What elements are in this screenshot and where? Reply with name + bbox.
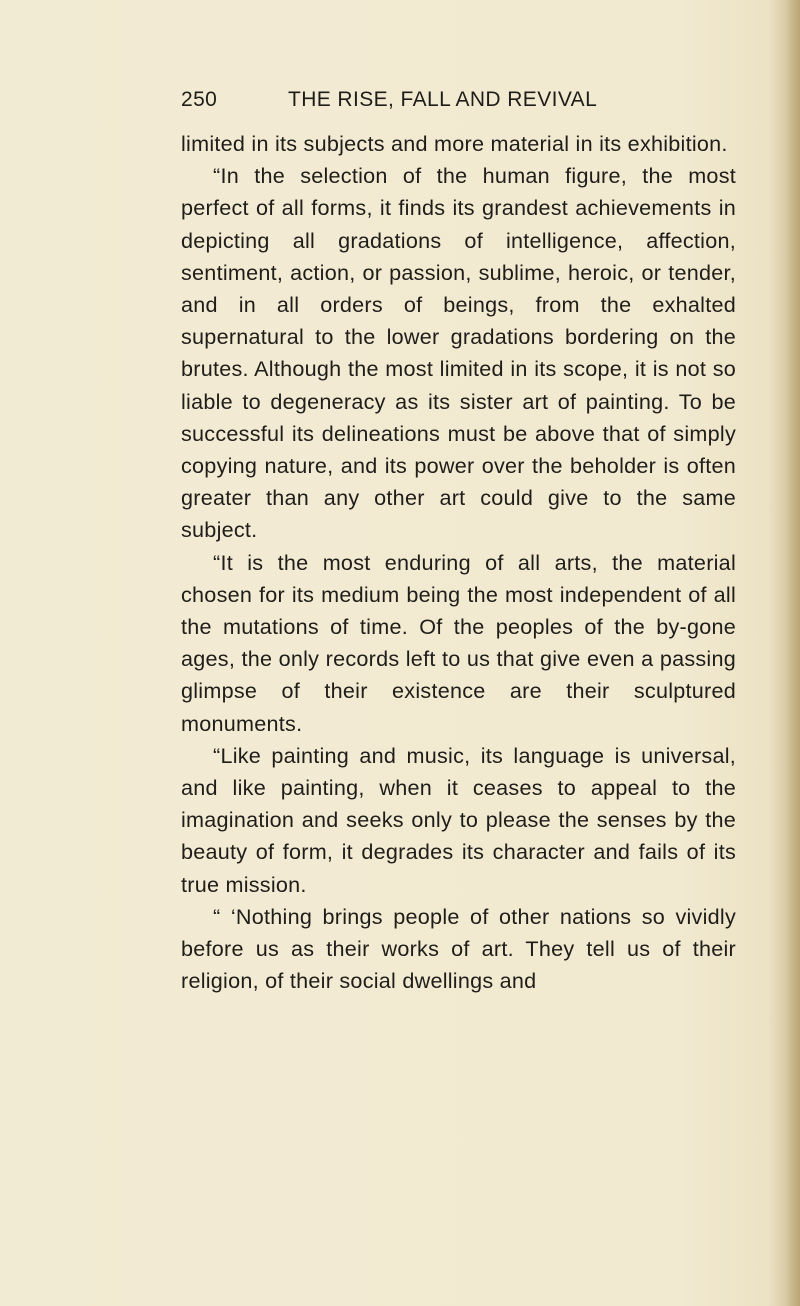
running-head bbox=[181, 88, 641, 118]
paragraph: “Like painting and music, its language is universal, and like painting, when it ceases to appeal to the imagination and seeks only to please the senses by the beauty of form, it degrades its character and fails of its true mission. bbox=[181, 742, 736, 897]
page-number: 250 bbox=[181, 88, 218, 111]
body-text bbox=[181, 128, 736, 997]
paragraph: “ ‘Nothing brings people of other nations so vividly before us as their works of art. They tell us of their religion, of their social dwellings and bbox=[181, 903, 736, 994]
running-title: THE RISE, FALL AND REVIVAL bbox=[288, 88, 598, 111]
paragraph: limited in its subjects and more material in its exhibition. bbox=[181, 131, 728, 156]
page-edge-shadow bbox=[786, 0, 800, 1306]
paragraph: “It is the most enduring of all arts, the material chosen for its medium being the most independent of all the mutations of time. Of the peoples of the by-gone ages, the only records left to us that give even a passing glimpse of their existence are their sculptured monuments. bbox=[181, 549, 736, 736]
paragraph: “In the selection of the human figure, the most perfect of all forms, it finds its grandest achievements in depicting all gradations of intelligence, affection, sentiment, action, or passion, sublime, heroic, or tender, and in all orders of beings, from the exhalted supernatural to the lower gradations bordering on the brutes. Although the most limited in its scope, it is not so liable to degeneracy as its sister art of painting. To be successful its delineations must be above that of simply copying nature, and its power over the beholder is often greater than any other art could give to the same subject. bbox=[181, 163, 736, 543]
